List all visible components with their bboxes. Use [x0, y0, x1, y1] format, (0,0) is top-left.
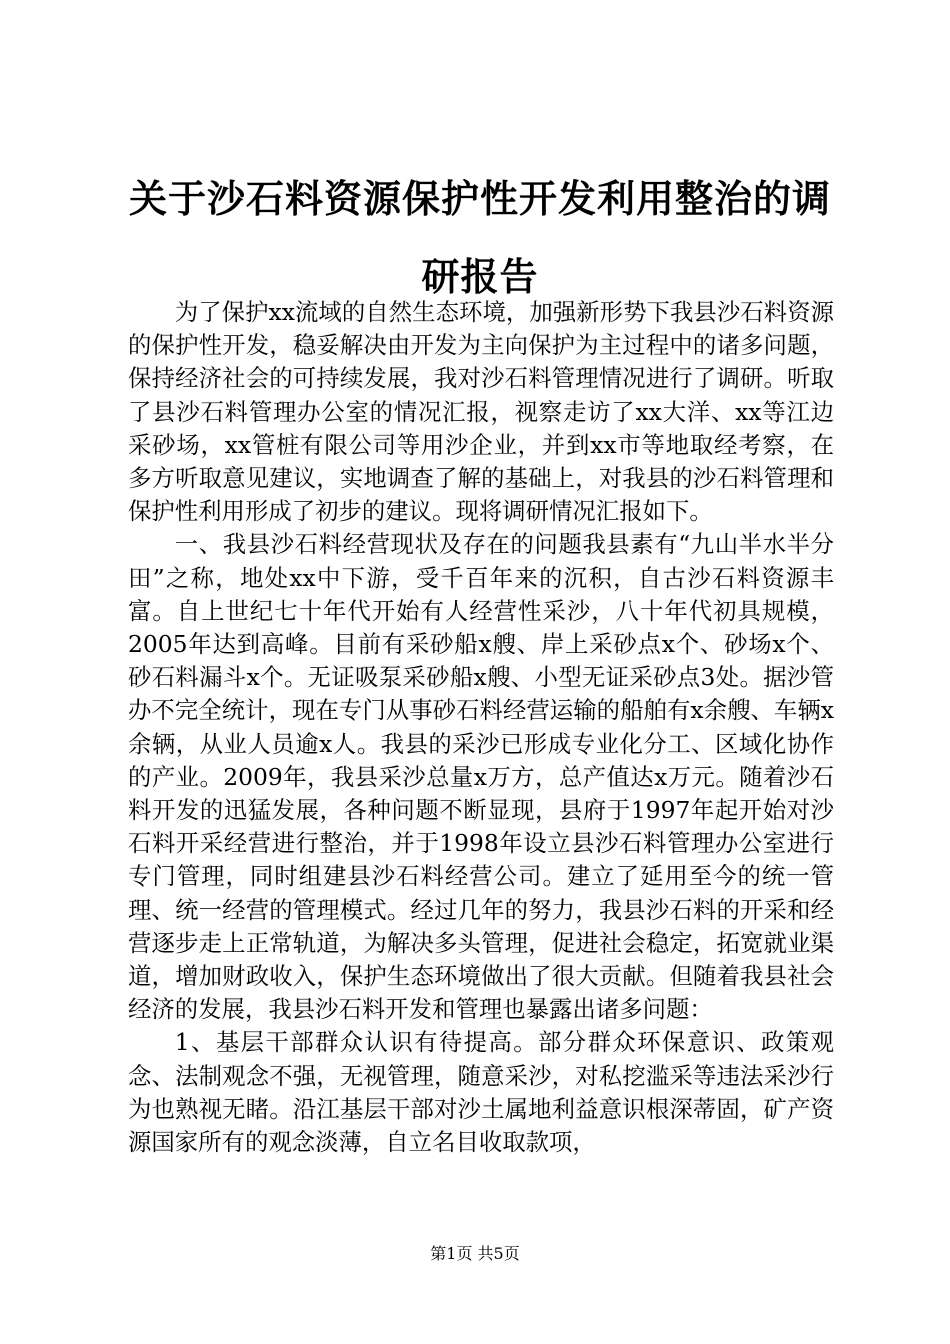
paragraph-section-one: 一、我县沙石料经营现状及存在的问题我县素有“九山半水半分田”之称，地处xx中下游，受千百年来的沉积，自古沙石料资源丰富。自上世纪七十年代开始有人经营性采沙，八十年代初具规模，2005年达到高峰。目前有采砂船x艘、岸上采砂点x个、砂场x个、砂石料漏斗x个。无证吸泵采砂船x艘、小型无证采砂点3处。据沙管办不完全统计，现在专门从事砂石料经营运输的船舶有x余艘、车辆x余辆，从业人员逾x人。我县的采沙已形成专业化分工、区域化协作的产业。2009年，我县采沙总量x万方，总产值达x万元。随着沙石料开发的迅猛发展，各种问题不断显现，县府于1997年起开始对沙石料开采经营进行整治，并于1998年设立县沙石料管理办公室进行专门管理，同时组建县沙石料经营公司。建立了延用至今的统一管理、统一经营的管理模式。经过几年的努力，我县沙石料的开采和经营逐步走上正常轨道，为解决多头管理，促进社会稳定，拓宽就业渠道，增加财政收入，保护生态环境做出了很大贡献。但随着我县社会经济的发展，我县沙石料开发和管理也暴露出诸多问题：: [128, 530, 834, 1024]
paragraph-item-one: 1、基层干部群众认识有待提高。部分群众环保意识、政策观念、法制观念不强，无视管理，随意采沙，对私挖滥采等违法采沙行为也熟视无睹。沿江基层干部对沙土属地利益意识根深蒂固，矿产资源国家所有的观念淡薄，自立名目收取款项，: [128, 1028, 834, 1157]
document-body: [128, 296, 834, 1159]
paragraph-intro: 为了保护xx流域的自然生态环境，加强新形势下我县沙石料资源的保护性开发，稳妥解决由开发为主向保护为主过程中的诸多问题，保持经济社会的可持续发展，我对沙石料管理情况进行了调研。听取了县沙石料管理办公室的情况汇报，视察走访了xx大洋、xx等江边采砂场，xx管桩有限公司等用沙企业，并到xx市等地取经考察，在多方听取意见建议，实地调查了解的基础上，对我县的沙石料管理和保护性利用形成了初步的建议。现将调研情况汇报如下。: [128, 298, 834, 526]
page-footer: 第1页 共5页: [430, 1244, 520, 1263]
document-title: 关于沙石料资源保护性开发利用整治的调研报告: [128, 176, 831, 299]
